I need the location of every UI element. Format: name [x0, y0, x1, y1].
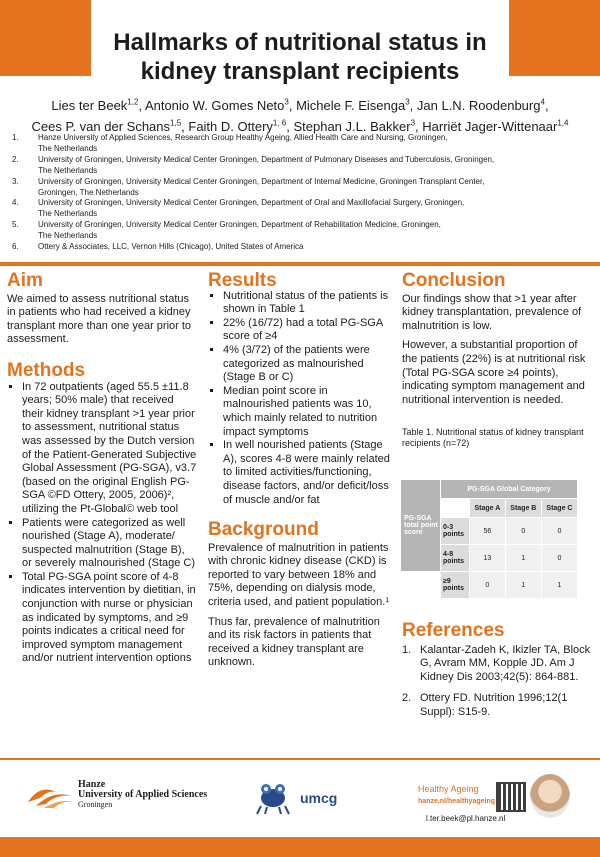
row-label: 0-3 points	[441, 518, 470, 545]
table-cell: 0	[505, 518, 541, 545]
author: Cees P. van der Schans$^{1,5}$,	[31, 118, 189, 134]
methods-bullet: ▪ In 72 outpatients (aged 55.5 ±11.8 years; 50% male) that received their kidney transplant >1 year prior to assessment, nutritional status was assessed by the Dutch version of the Patient-Generated Subjective Global Assessment (PG-SGA), v3.7 (based on the original English PG-SGA ©FD Ottery, 2005, 2006)², utilizing the Pt-Global© web tool	[22, 381, 197, 517]
row-label: ≥9 points	[441, 572, 470, 599]
table-cell: 13	[470, 545, 506, 572]
affiliation-item: 2. University of Groningen, University Medical Center Groningen, Department of Pulmonary Diseases and Tuberculosis, Groningen, The Netherlands	[12, 154, 495, 175]
spacer-cell	[401, 572, 441, 599]
footer-band	[0, 837, 600, 857]
affiliation-list	[12, 133, 582, 253]
footer	[0, 760, 600, 832]
corner-cell	[441, 499, 470, 518]
conclusion-text-2: However, a substantial proportion of the patients (22%) is at nutritional risk (Total PG-SGA score ≥4 points), indicating symptom management and nutritional intervention is needed.	[402, 339, 586, 406]
methods-bullet: ▪ Total PG-SGA point score of 4-8 indicates intervention by dietitian, in conjunction with nurse or physician as indicated by symptoms, and ≥9 points indicates a critical need for improved symptom management and/or nutrient intervention options	[22, 571, 197, 666]
affiliation-item: 3. University of Groningen, University Medical Center Groningen, Department of Internal Medicine, Groningen Transplant Center, Groningen, The Netherlands	[12, 176, 485, 197]
author: Michele F. Eisenga$^3$,	[296, 98, 417, 114]
header-band-left	[0, 0, 91, 76]
author: Antonio W. Gomes Neto$^3$,	[144, 98, 297, 114]
nutrition-status-table	[400, 479, 578, 599]
healthy-ageing-link[interactable]: hanze.nl/healthyageing	[418, 798, 496, 805]
aim-text: We aimed to assess nutritional status in patients who had received a kidney transplant more than one year prior to assessment.	[7, 292, 192, 346]
affiliation-item: 1. Hanze University of Applied Sciences, Research Group Healthy Ageing, Allied Health Care and Nursing, Groningen, The Netherlands	[12, 133, 448, 153]
column-header: Stage C	[541, 499, 577, 518]
table-row	[401, 572, 578, 599]
results-bullet: ▪ In well nourished patients (Stage A), scores 4-8 were mainly related to limited activities/functioning, disease factors, and/or deficit/loss of muscle and/or fat	[223, 439, 393, 507]
affiliation-item: 6. Ottery & Associates, LLC, Vernon Hills (Chicago), United States of America	[12, 242, 304, 252]
results-bullet: ▪ Median point score in malnourished patients was 10, which mainly related to nutrition impact symptoms	[223, 385, 393, 439]
results-heading: Results	[208, 270, 277, 291]
divider-top	[0, 262, 600, 266]
author: Harriët Jager-Wittenaar$^{1,4}$	[422, 118, 569, 134]
table-caption: Table 1. Nutritional status of kidney transplant recipients (n=72)	[402, 427, 584, 449]
references-section	[402, 620, 592, 720]
hanze-logo-icon	[26, 780, 76, 810]
healthy-ageing-label: Healthy Ageing	[418, 784, 479, 794]
table-cell: 0	[541, 545, 577, 572]
methods-list	[7, 381, 197, 666]
table-cell: 1	[541, 572, 577, 599]
table-cell: 1	[505, 572, 541, 599]
reference-item: 2. Ottery FD. Nutrition 1996;12(1 Suppl): S15-9.	[402, 692, 568, 718]
column-middle	[208, 270, 393, 670]
conclusion-heading: Conclusion	[402, 270, 506, 291]
conclusion-text-1: Our findings show that >1 year after kidney transplantation, prevalence of malnutrition is low.	[402, 292, 582, 332]
qr-code-icon[interactable]	[496, 782, 526, 812]
author-list	[10, 94, 590, 135]
column-header: Stage B	[505, 499, 541, 518]
table-cell: 56	[470, 518, 506, 545]
umcg-wordmark: umcg	[300, 790, 338, 806]
background-text-2: Thus far, prevalence of malnutrition and its risk factors in patients that received a kidney transplant are unknown.	[208, 615, 380, 669]
column-header: Stage A	[470, 499, 506, 518]
author: Jan L.N. Roodenburg$^4$,	[416, 98, 549, 114]
reference-item: 1. Kalantar-Zadeh K, Ikizler TA, Block G, Avram MM, Kopple JD. Am J Kidney Dis 2003;42(5): 864-881.	[402, 643, 591, 683]
background-heading: Background	[208, 519, 319, 541]
column-group-header: PG-SGA Global Category	[441, 480, 578, 499]
methods-bullet: ▪ Patients were categorized as well nourished (Stage A), moderate/ suspected malnutrition (Stage B), or severely malnourished (Stage C)	[22, 517, 197, 571]
author: Faith D. Ottery$^{1, 6}$,	[188, 118, 294, 134]
results-list	[208, 290, 393, 508]
methods-heading: Methods	[7, 359, 86, 381]
umcg-frog-logo-icon	[255, 776, 291, 816]
author-photo	[530, 774, 570, 818]
contact-email[interactable]: l.ter.beek@pl.hanze.nl	[426, 814, 506, 823]
hanze-wordmark: Hanze University of Applied Sciences Groningen	[78, 779, 208, 809]
poster-title: Hallmarks of nutritional status in kidney transplant recipients	[113, 29, 487, 85]
header-band-right	[509, 0, 600, 76]
table-cell: 1	[505, 545, 541, 572]
results-bullet: ▪ Nutritional status of the patients is shown in Table 1	[223, 290, 393, 317]
author: Lies ter Beek$^{1,2}$,	[51, 98, 145, 114]
row-group-header: PG-SGA total point score	[401, 480, 441, 572]
column-left	[7, 270, 197, 666]
results-bullet: ▪ 4% (3/72) of the patients were categorized as malnourished (Stage B or C)	[223, 344, 393, 385]
column-right	[402, 270, 592, 449]
results-bullet: ▪ 22% (16/72) had a total PG-SGA score of ≥4	[223, 317, 393, 344]
aim-heading: Aim	[7, 270, 43, 291]
affiliation-item: 5. University of Groningen, University Medical Center Groningen, Department of Rehabilitation Medicine, Groningen, The Netherlands	[12, 220, 441, 241]
author: Stephan J.L. Bakker$^3$,	[293, 118, 423, 134]
table-cell: 0	[541, 518, 577, 545]
table-cell: 0	[470, 572, 506, 599]
background-text-1: Prevalence of malnutrition in patients with chronic kidney disease (CKD) is reported to vary between 18% and 75%, depending on dialysis mode, criteria used, and patient population.¹	[208, 541, 390, 609]
references-heading: References	[402, 620, 505, 641]
affiliation-item: 4. University of Groningen, University Medical Center Groningen, Department of Oral and Maxillofacial Surgery, Groningen, The Netherlands	[12, 198, 465, 219]
row-label: 4-8 points	[441, 545, 470, 572]
